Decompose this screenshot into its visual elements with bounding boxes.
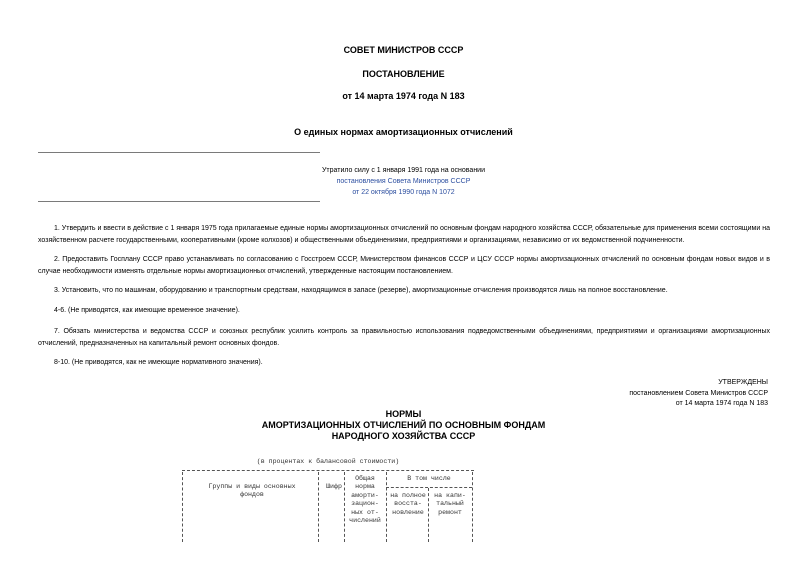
table-rule-top [182,470,474,471]
col-code-header: Шифр [326,483,342,490]
document-title: О единых нормах амортизационных отчислений [294,127,513,137]
col-total-header: Общая норма аморти- зацион- ных от- числений [349,475,381,525]
approval-date: от 14 марта 1974 года N 183 [675,400,768,407]
paragraph-1: 1. Утвердить и ввести в действие с 1 января 1975 года прилагаемые единые нормы амортизационных отчислений по основным фондам народного хозяйства СССР, обязательные для применения всеми состоящими на хозяйственном расчете государственными, кооперативными (кроме колхозов) и общественными объединениями, предприятиями и организациями, независимо от их ведомственной подчиненности. [38,225,770,244]
status-note-text: Утратило силу с 1 января 1991 года на основании [321,167,486,174]
norms-title [0,409,807,442]
table-rule-split [428,488,429,542]
issuing-body: СОВЕТ МИНИСТРОВ СССР [343,45,464,55]
norms-title-line-1: НОРМЫ [385,409,422,419]
paragraph-2: 2. Предоставить Госплану СССР право устанавливать по согласованию с Госстроем СССР, Министерством финансов СССР и ЦСУ СССР нормы амортизационных отчислений по основным фондам новых видов и в случае необходимости изменять отдельные нормы амортизационных отчислений, утвержденные настоящим постановлением. [38,256,770,275]
table-rule-incl-under [386,487,472,488]
approval-block [560,378,768,410]
table-rule-total [344,472,345,542]
divider-bottom [38,201,320,202]
table-rule-code [318,472,319,542]
col-full-restoration-header: на полное восста- новление [390,492,426,516]
table-caption: (в процентах к балансовой стоимости) [256,458,400,465]
table-rule-left [182,472,183,542]
divider-top [38,152,320,153]
paragraph-8-10: 8-10. (Не приводятся, как не имеющие нормативного значения). [54,359,263,366]
paragraph-3: 3. Установить, что по машинам, оборудованию и транспортным средствам, находящимся в запасе (резерве), амортизационные отчисления производятся лишь на полное восстановление. [54,287,668,294]
table-rule-right [472,472,473,542]
paragraph-7: 7. Обязать министерства и ведомства СССР и союзных республик усилить контроль за правильностью использования подведомственными объединениями, предприятиями и организациями амортизационных отчислений, предназначенных на капитальный ремонт основных фондов. [38,328,770,347]
approval-heading: УТВЕРЖДЕНЫ [718,379,768,386]
repeal-link-title[interactable]: постановления Совета Министров СССР [336,178,471,185]
norms-title-line-2: АМОРТИЗАЦИОННЫХ ОТЧИСЛЕНИЙ ПО ОСНОВНЫМ ФОНДАМ [261,420,546,430]
norms-title-line-3: НАРОДНОГО ХОЗЯЙСТВА СССР [331,431,476,441]
col-including-header: В том числе [407,475,451,482]
col-capital-repair-header: на капи- тальный ремонт [434,492,466,516]
status-note [0,165,807,198]
document-type: ПОСТАНОВЛЕНИЕ [362,69,445,79]
repeal-link-date[interactable]: от 22 октября 1990 года N 1072 [352,189,455,196]
document-date-number: от 14 марта 1974 года N 183 [342,91,465,101]
table-rule-incl [386,472,387,542]
col-group-header: Группы и виды основных фондов [208,483,296,499]
approval-by: постановлением Совета Министров СССР [629,389,768,397]
paragraph-4-6: 4-6. (Не приводятся, как имеющие временное значение). [54,307,240,314]
